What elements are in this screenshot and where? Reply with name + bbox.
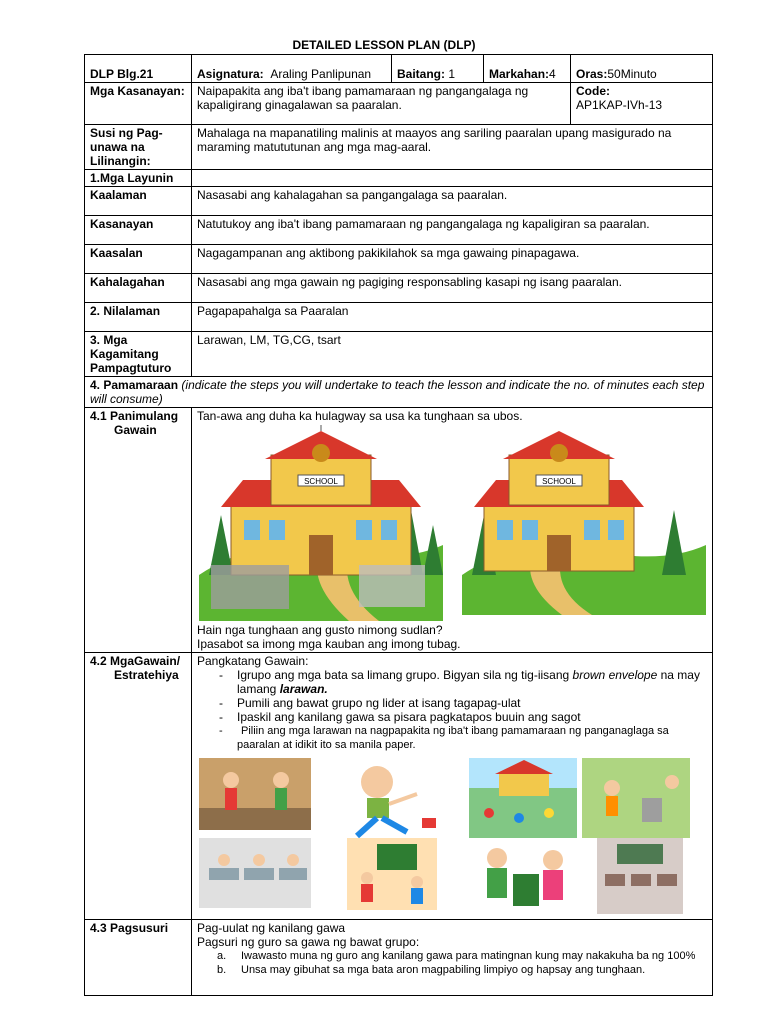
kasanayan-label: Mga Kasanayan: bbox=[85, 83, 192, 125]
asignatura-label: Asignatura: bbox=[197, 67, 264, 81]
item-a-text: Iwawasto muna ng guro ang kanilang gawa para matingnan kung may nakakuha ba ng 100% bbox=[241, 950, 696, 962]
nilalaman-text: Pagapapahalga sa Paaralan bbox=[192, 303, 713, 332]
kasanayan-objective-label: Kasanayan bbox=[85, 216, 192, 245]
oras-label: Oras: bbox=[576, 67, 608, 81]
susi-text: Mahalaga na mapanatiling malinis at maayos ang sariling paaralan upang masigurado na maraming matututunan ang mga mag-aaral. bbox=[192, 125, 713, 170]
lesson-plan-table bbox=[84, 54, 713, 996]
pamamaraan-row bbox=[85, 377, 713, 408]
panimulang-question-1: Hain nga tunghaan ang gusto nimong sudlan? bbox=[197, 623, 443, 637]
baitang-value: 1 bbox=[448, 67, 456, 81]
step1-text-a: Igrupo ang mga bata sa limang grupo. Bigyan sila ng tig-iisang bbox=[237, 668, 573, 682]
pagsusuri-label: 4.3 Pagsusuri bbox=[85, 920, 192, 996]
panimulang-question-2: Ipasabot sa imong mga kauban ang imong tubag. bbox=[197, 637, 461, 651]
code-value: AP1KAP-IVh-13 bbox=[576, 98, 663, 112]
kaasalan-label: Kaasalan bbox=[85, 245, 192, 274]
gawain-row bbox=[85, 653, 713, 920]
kids-cleaning-yard-image bbox=[582, 758, 690, 838]
kasanayan-objective-text: Natutukoy ang iba't ibang pamamaraan ng pangangalaga ng kapaligiran sa paaralan. bbox=[192, 216, 713, 245]
asignatura-value: Araling Panlipunan bbox=[270, 67, 372, 81]
messy-school-image bbox=[199, 425, 443, 621]
baitang-label: Baitang: bbox=[397, 67, 445, 81]
pagsusuri-list bbox=[197, 949, 707, 977]
kahalagahan-row bbox=[85, 274, 713, 303]
document-title: DETAILED LESSON PLAN (DLP) bbox=[292, 38, 476, 52]
pagsusuri-item-a bbox=[217, 949, 707, 963]
gawain-steps bbox=[197, 668, 707, 752]
kasanayan-row bbox=[85, 83, 713, 125]
pamamaraan-cell bbox=[85, 377, 713, 408]
clean-classroom-image bbox=[597, 838, 683, 914]
susi-row bbox=[85, 125, 713, 170]
item-a-mark: a. bbox=[217, 950, 227, 962]
school-sign-text-2: SCHOOL bbox=[542, 477, 576, 486]
header-row bbox=[85, 55, 713, 83]
kagamitan-label: 3. Mga Kagamitang Pampagtuturo bbox=[85, 332, 192, 377]
pagsusuri-item-b bbox=[217, 963, 707, 977]
step1-text-d: larawan. bbox=[279, 682, 328, 696]
item-b-text: Unsa may gibuhat sa mga bata aron magpabiling limpiyo og hapsay ang tunghaan. bbox=[241, 964, 646, 976]
kids-sweeping-image bbox=[199, 758, 311, 830]
item-b-mark: b. bbox=[217, 964, 227, 976]
boy-running-image bbox=[327, 758, 447, 838]
gawain-step-1 bbox=[237, 668, 707, 696]
oras-value: 50Minuto bbox=[607, 67, 657, 81]
kaalaman-text: Nasasabi ang kahalagahan sa pangangalaga sa paaralan. bbox=[192, 187, 713, 216]
pagsusuri-line-1: Pag-uulat ng kanilang gawa bbox=[197, 921, 346, 935]
panimulang-label-line2: Gawain bbox=[114, 423, 157, 437]
kaalaman-row bbox=[85, 187, 713, 216]
nilalaman-label: 2. Nilalaman bbox=[85, 303, 192, 332]
kids-trash-bin-image bbox=[475, 838, 575, 918]
gawain-label-line2: Estratehiya bbox=[114, 668, 179, 682]
dlp-number: DLP Blg.21 bbox=[90, 67, 154, 81]
step1-text-c: na may lamang bbox=[237, 668, 700, 696]
code-label: Code: bbox=[576, 84, 610, 98]
kaasalan-row bbox=[85, 245, 713, 274]
activity-pictures bbox=[197, 758, 707, 918]
susi-label: Susi ng Pag-unawa na Lilinangin: bbox=[85, 125, 192, 170]
gawain-step-3: - Ipaskil ang kanilang gawa sa pisara pagkatapos buuin ang sagot bbox=[237, 710, 707, 724]
kaalaman-label: Kaalaman bbox=[85, 187, 192, 216]
kahalagahan-label: Kahalagahan bbox=[85, 274, 192, 303]
kasanayan-text: Naipapakita ang iba't ibang pamamaraan ng pangangalaga ng kapaligirang ginagalawan sa paaralan. bbox=[192, 83, 571, 125]
panimulang-row bbox=[85, 408, 713, 653]
pamamaraan-note: (indicate the steps you will undertake to teach the lesson and indicate the no. of minutes each step will consume) bbox=[90, 378, 705, 406]
gawain-content bbox=[192, 653, 713, 920]
layunin-row bbox=[85, 170, 713, 187]
gawain-label bbox=[85, 653, 192, 920]
kagamitan-row bbox=[85, 332, 713, 377]
kaasalan-text: Nagagampanan ang aktibong pakikilahok sa mga gawaing pinapagawa. bbox=[192, 245, 713, 274]
pagsusuri-line-2: Pagsuri ng guro sa gawa ng bawat grupo: bbox=[197, 935, 420, 949]
panimulang-label-line1: 4.1 Panimulang bbox=[90, 409, 179, 423]
gawain-step-4-text: Piliin ang mga larawan na nagpapakita ng iba't ibang pamamaraan ng panganaglaga sa paaralan at idikit ito sa manila paper. bbox=[237, 725, 669, 751]
panimulang-content bbox=[192, 408, 713, 653]
gawain-step-2: - Pumili ang bawat grupo ng lider at isang tagapag-ulat bbox=[237, 696, 707, 710]
gawain-label-line1: 4.2 MgaGawain/ bbox=[90, 654, 181, 668]
school-yard-image bbox=[469, 758, 577, 838]
pagsusuri-content bbox=[192, 920, 713, 996]
gawain-heading: Pangkatang Gawain: bbox=[197, 654, 309, 668]
kasanayan-objective-row bbox=[85, 216, 713, 245]
school-sign-text: SCHOOL bbox=[304, 477, 338, 486]
school-images bbox=[197, 423, 707, 623]
layunin-label: 1.Mga Layunin bbox=[85, 170, 192, 187]
pamamaraan-label: 4. Pamamaraan bbox=[90, 378, 179, 392]
panimulang-intro: Tan-awa ang duha ka hulagway sa usa ka tunghaan sa ubos. bbox=[197, 409, 523, 423]
gawain-step-4 bbox=[237, 724, 707, 752]
kids-board-image bbox=[347, 838, 437, 910]
markahan-value: 4 bbox=[549, 67, 556, 81]
clean-school-image bbox=[462, 425, 706, 615]
kagamitan-text: Larawan, LM, TG,CG, tsart bbox=[192, 332, 713, 377]
kahalagahan-text: Nasasabi ang mga gawain ng pagiging responsabling kasapi ng isang paaralan. bbox=[192, 274, 713, 303]
nilalaman-row bbox=[85, 303, 713, 332]
markahan-label: Markahan: bbox=[489, 67, 550, 81]
classroom-kids-image bbox=[199, 838, 311, 908]
step1-text-b: brown envelope bbox=[572, 668, 658, 682]
pagsusuri-row bbox=[85, 920, 713, 996]
panimulang-label bbox=[85, 408, 192, 653]
